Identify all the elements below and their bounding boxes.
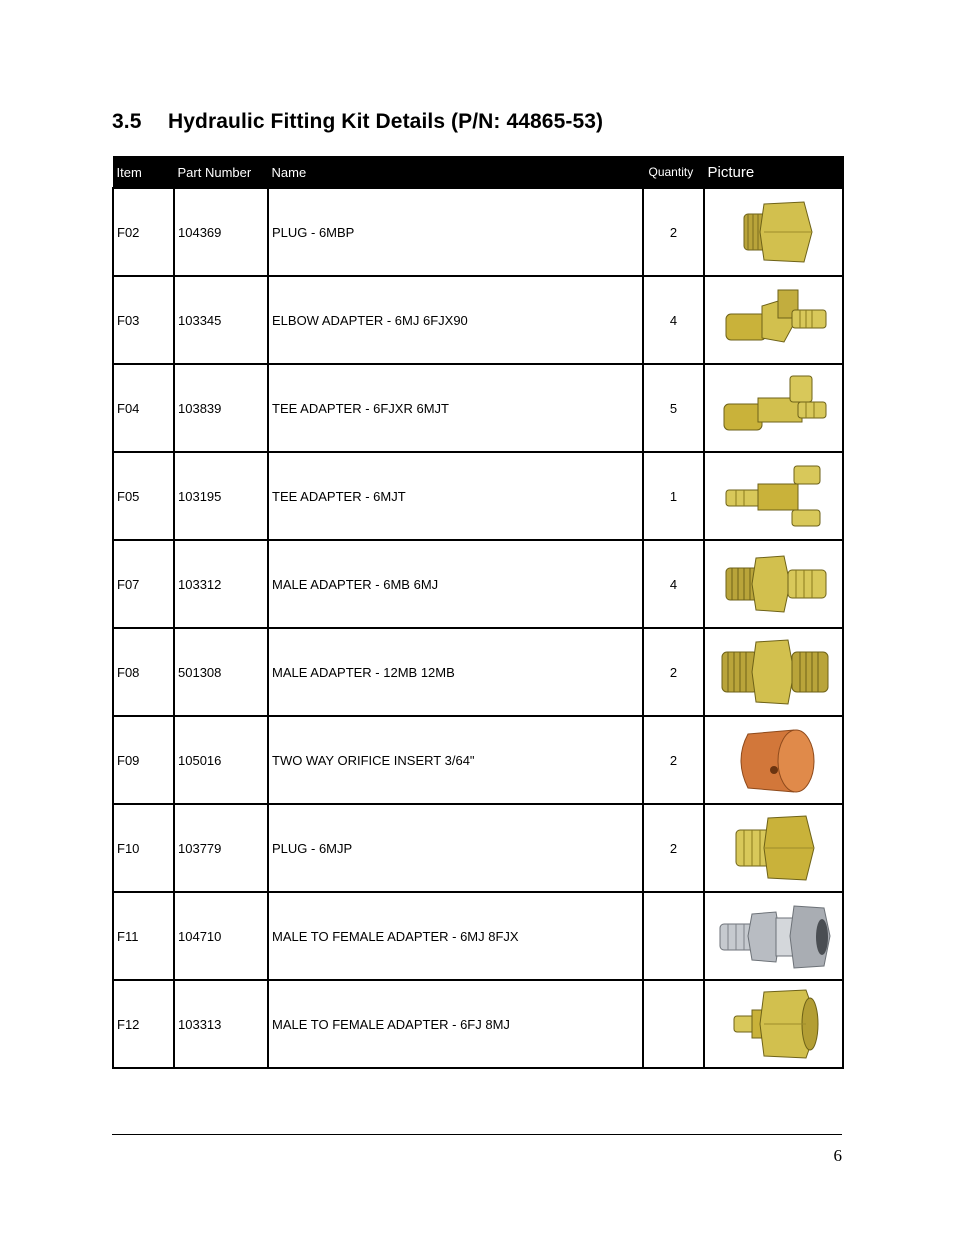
table-row	[113, 628, 843, 716]
table-row	[113, 452, 843, 540]
cell-item: F12	[113, 980, 174, 1068]
table-header-row	[113, 157, 843, 189]
cell-item: F09	[113, 716, 174, 804]
cell-quantity: 5	[643, 364, 704, 452]
straight-adapter-icon	[714, 544, 834, 624]
cell-part-number: 104710	[174, 892, 268, 980]
cell-part-number: 501308	[174, 628, 268, 716]
cell-picture	[704, 804, 843, 892]
tee-fitting-icon	[714, 368, 834, 448]
straight-adapter-icon	[714, 632, 834, 712]
cell-quantity: 2	[643, 628, 704, 716]
cell-name: TEE ADAPTER - 6MJT	[268, 452, 643, 540]
orifice-insert-icon	[714, 720, 834, 800]
section-title: Hydraulic Fitting Kit Details (P/N: 44865-53)	[168, 110, 604, 133]
cell-picture	[704, 188, 843, 276]
cell-quantity: 4	[643, 276, 704, 364]
cell-picture	[704, 716, 843, 804]
table-row	[113, 276, 843, 364]
hex-plug-icon	[714, 192, 834, 272]
header-name: Name	[268, 157, 643, 189]
cell-quantity: 4	[643, 540, 704, 628]
cell-quantity: 2	[643, 804, 704, 892]
cell-name: MALE ADAPTER - 6MB 6MJ	[268, 540, 643, 628]
elbow-fitting-icon	[714, 280, 834, 360]
hex-plug-icon	[714, 808, 834, 888]
cell-item: F03	[113, 276, 174, 364]
swivel-adapter-icon	[714, 896, 834, 976]
cell-item: F02	[113, 188, 174, 276]
cell-quantity	[643, 980, 704, 1068]
cell-picture	[704, 364, 843, 452]
page-number: 6	[833, 1146, 842, 1165]
table-row	[113, 804, 843, 892]
cell-name: PLUG - 6MBP	[268, 188, 643, 276]
cell-item: F10	[113, 804, 174, 892]
header-item: Item	[113, 157, 174, 189]
cell-name: ELBOW ADAPTER - 6MJ 6FJX90	[268, 276, 643, 364]
cell-part-number: 105016	[174, 716, 268, 804]
footer-divider	[112, 1134, 842, 1135]
table-row	[113, 716, 843, 804]
tee-fitting-icon	[714, 456, 834, 536]
cell-item: F11	[113, 892, 174, 980]
cell-part-number: 103345	[174, 276, 268, 364]
section-heading	[112, 110, 603, 134]
cell-picture	[704, 540, 843, 628]
cell-part-number: 103195	[174, 452, 268, 540]
table-row	[113, 364, 843, 452]
header-picture: Picture	[704, 157, 843, 189]
header-part-number: Part Number	[174, 157, 268, 189]
cell-part-number: 103839	[174, 364, 268, 452]
cell-part-number: 104369	[174, 188, 268, 276]
cell-name: MALE TO FEMALE ADAPTER - 6FJ 8MJ	[268, 980, 643, 1068]
parts-table	[112, 156, 844, 1069]
cell-picture	[704, 628, 843, 716]
cell-name: TEE ADAPTER - 6FJXR 6MJT	[268, 364, 643, 452]
cell-name: PLUG - 6MJP	[268, 804, 643, 892]
cell-item: F04	[113, 364, 174, 452]
cell-picture	[704, 980, 843, 1068]
cell-quantity: 1	[643, 452, 704, 540]
cell-item: F08	[113, 628, 174, 716]
cell-quantity	[643, 892, 704, 980]
table-row	[113, 188, 843, 276]
cell-part-number: 103312	[174, 540, 268, 628]
table-row	[113, 540, 843, 628]
cell-item: F05	[113, 452, 174, 540]
cell-picture	[704, 452, 843, 540]
cell-name: MALE ADAPTER - 12MB 12MB	[268, 628, 643, 716]
cell-picture	[704, 892, 843, 980]
reducer-adapter-icon	[714, 984, 834, 1064]
header-quantity: Quantity	[643, 157, 704, 189]
table-row	[113, 892, 843, 980]
table-row	[113, 980, 843, 1068]
cell-item: F07	[113, 540, 174, 628]
cell-name: TWO WAY ORIFICE INSERT 3/64"	[268, 716, 643, 804]
cell-part-number: 103779	[174, 804, 268, 892]
cell-quantity: 2	[643, 188, 704, 276]
section-number: 3.5	[112, 110, 142, 133]
cell-quantity: 2	[643, 716, 704, 804]
cell-name: MALE TO FEMALE ADAPTER - 6MJ 8FJX	[268, 892, 643, 980]
cell-part-number: 103313	[174, 980, 268, 1068]
cell-picture	[704, 276, 843, 364]
